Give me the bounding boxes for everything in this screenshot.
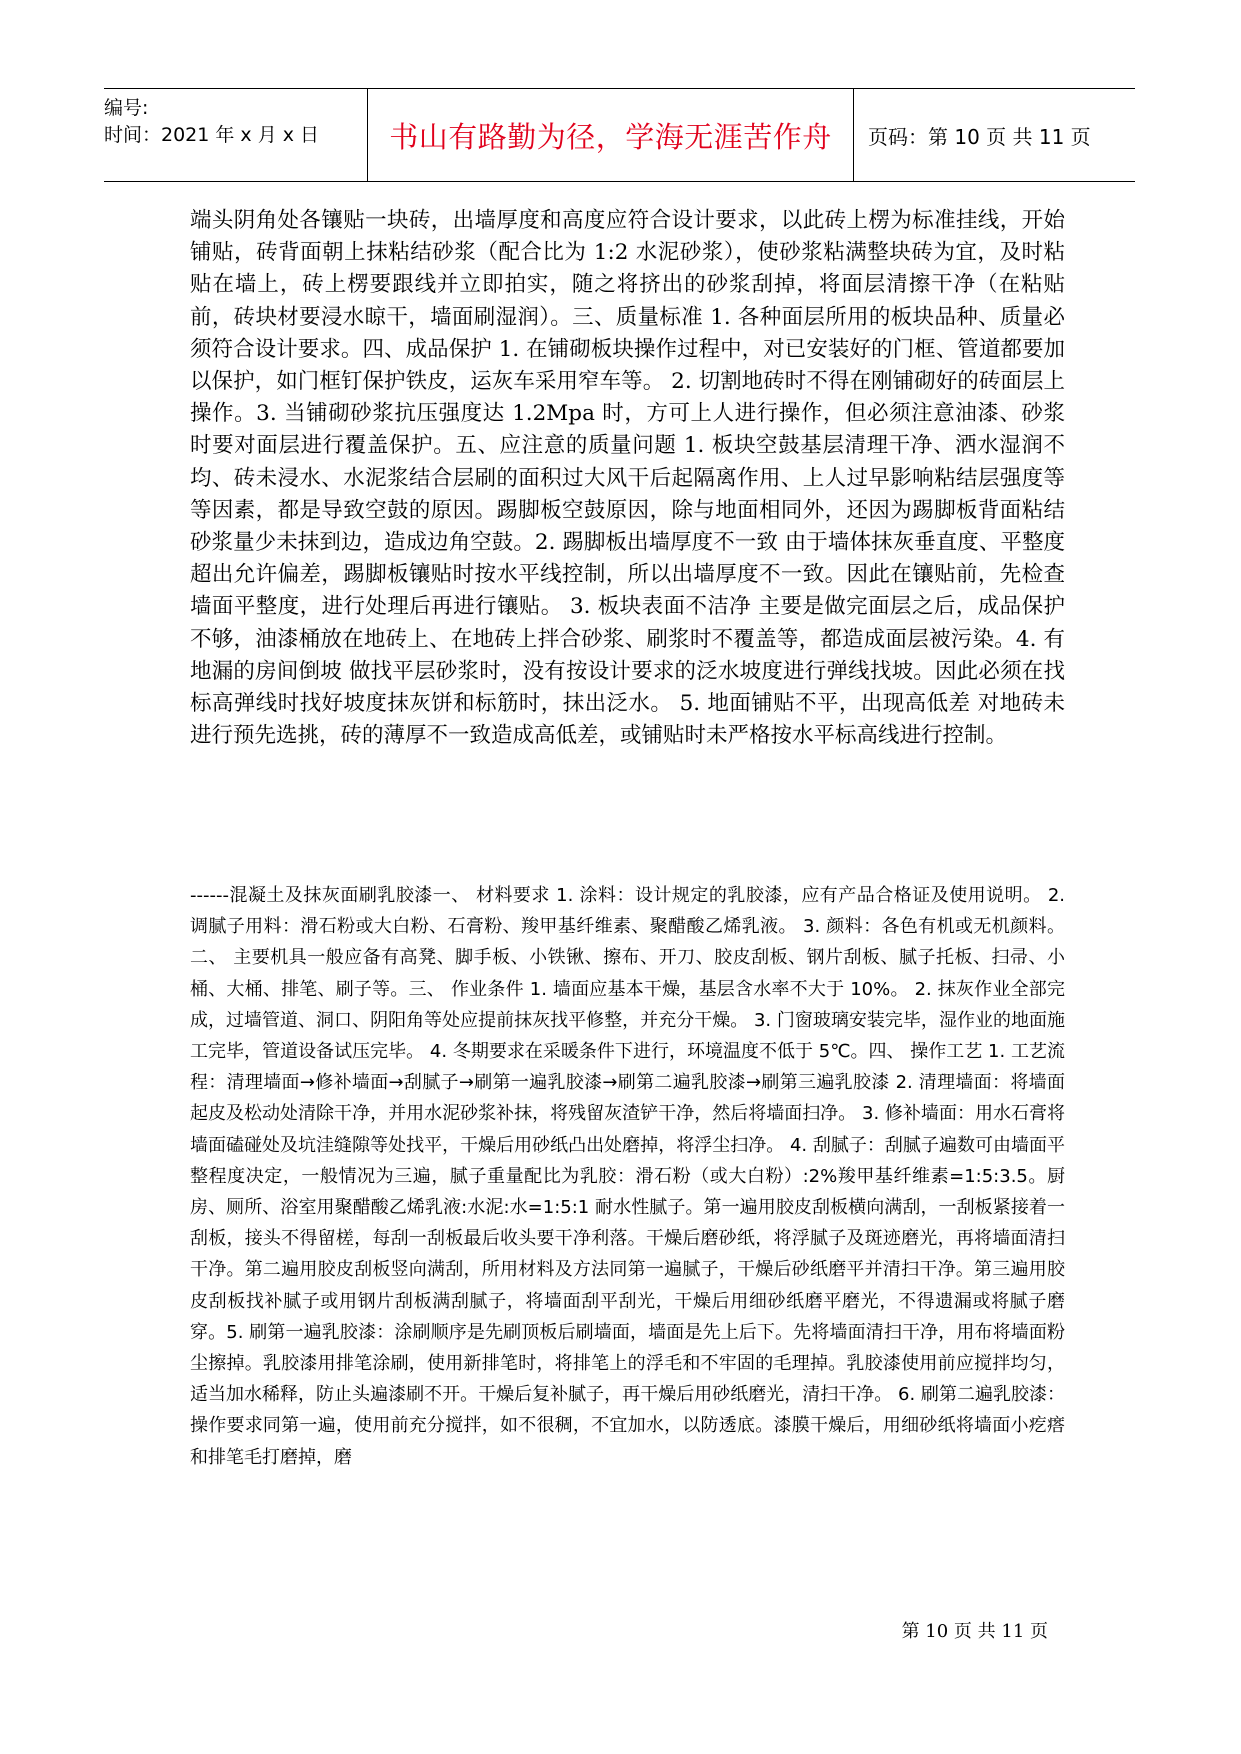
header-motto: 书山有路勤为径，学海无涯苦作舟 [368, 89, 854, 181]
page-header [104, 88, 1135, 182]
body-paragraph: ------混凝土及抹灰面刷乳胶漆一、 材料要求 1. 涂料：设计规定的乳胶漆，应有产品合格证及使用说明。 2. 调腻子用料：滑石粉或大白粉、石膏粉、羧甲基纤维素、聚醋酸乙烯乳液。 3. 颜料：各色有机或无机颜料。二、 主要机具一般应备有高凳、脚手板、小铁锹、擦布、开刀、胶皮刮板、钢片刮板、腻子托板、扫帚、小桶、大桶、排笔、刷子等。三、 作业条件 1. 墙面应基本干燥，基层含水率不大于 10%。 2. 抹灰作业全部完成，过墙管道、洞口、阴阳角等处应提前抹灰找平修整，并充分干燥。 3. 门窗玻璃安装完毕，湿作业的地面施工完毕，管道设备试压完毕。 4. 冬期要求在采暖条件下进行，环境温度不低于 5℃。四、 操作工艺 1. 工艺流程：清理墙面→修补墙面→刮腻子→刷第一遍乳胶漆→刷第二遍乳胶漆→刷第三遍乳胶漆 2. 清理墙面：将墙面起皮及松动处清除干净，并用水泥砂浆补抹，将残留灰渣铲干净，然后将墙面扫净。 3. 修补墙面：用水石膏将墙面磕碰处及坑洼缝隙等处找平，干燥后用砂纸凸出处磨掉，将浮尘扫净。 4. 刮腻子：刮腻子遍数可由墙面平整程度决定，一般情况为三遍，腻子重量配比为乳胶：滑石粉（或大白粉）:2%羧甲基纤维素=1:5:3.5。厨房、厕所、浴室用聚醋酸乙烯乳液:水泥:水=1:5:1 耐水性腻子。第一遍用胶皮刮板横向满刮，一刮板紧接着一刮板，接头不得留槎，每刮一刮板最后收头要干净利落。干燥后磨砂纸，将浮腻子及斑迹磨光，再将墙面清扫干净。第二遍用胶皮刮板竖向满刮，所用材料及方法同第一遍腻子，干燥后砂纸磨平并清扫干净。第三遍用胶皮刮板找补腻子或用钢片刮板满刮腻子，将墙面刮平刮光，干燥后用细砂纸磨平磨光，不得遗漏或将腻子磨穿。5. 刷第一遍乳胶漆：涂刷顺序是先刷顶板后刷墙面，墙面是先上后下。先将墙面清扫干净，用布将墙面粉尘擦掉。乳胶漆用排笔涂刷，使用新排笔时，将排笔上的浮毛和不牢固的毛理掉。乳胶漆使用前应搅拌均匀，适当加水稀释，防止头遍漆刷不开。干燥后复补腻子，再干燥后用砂纸磨光，清扫干净。 6. 刷第二遍乳胶漆：操作要求同第一遍，使用前充分搅拌，如不很稠，不宜加水，以防透底。漆膜干燥后，用细砂纸将墙面小疙瘩和排笔毛打磨掉，磨 [190, 885, 1065, 1468]
body-paragraph: 端头阴角处各镶贴一块砖，出墙厚度和高度应符合设计要求，以此砖上楞为标准挂线，开始铺贴，砖背面朝上抹粘结砂浆（配合比为 1:2 水泥砂浆），使砂浆粘满整块砖为宜，及时粘贴在墙上，砖上楞要跟线并立即拍实，随之将挤出的砂浆刮掉，将面层清擦干净（在粘贴前，砖块材要浸水晾干，墙面刷湿润）。三、质量标准 1. 各种面层所用的板块品种、质量必须符合设计要求。四、成品保护 1. 在铺砌板块操作过程中，对已安装好的门框、管道都要加以保护，如门框钉保护铁皮，运灰车采用窄车等。 2. 切割地砖时不得在刚铺砌好的砖面层上操作。3. 当铺砌砂浆抗压强度达 1.2Mpa 时，方可上人进行操作，但必须注意油漆、砂浆时要对面层进行覆盖保护。五、应注意的质量问题 1. 板块空鼓基层清理干净、洒水湿润不均、砖未浸水、水泥浆结合层刷的面积过大风干后起隔离作用、上人过早影响粘结层强度等等因素，都是导致空鼓的原因。踢脚板空鼓原因，除与地面相同外，还因为踢脚板背面粘结砂浆量少未抹到边，造成边角空鼓。2. 踢脚板出墙厚度不一致 由于墙体抹灰垂直度、平整度超出允许偏差，踢脚板镶贴时按水平线控制，所以出墙厚度不一致。因此在镶贴前，先检查墙面平整度，进行处理后再进行镶贴。 3. 板块表面不洁净 主要是做完面层之后，成品保护不够，油漆桶放在地砖上、在地砖上拌合砂浆、刷浆时不覆盖等，都造成面层被污染。4. 有地漏的房间倒坡 做找平层砂浆时，没有按设计要求的泛水坡度进行弹线找坡。因此必须在找标高弹线时找好坡度抹灰饼和标筋时，抹出泛水。 5. 地面铺贴不平，出现高低差 对地砖未进行预先选挑，砖的薄厚不一致造成高低差，或铺贴时未严格按水平标高线进行控制。 [190, 208, 1065, 749]
code-label: 编号: [104, 97, 149, 119]
page-number: 第 10 页 共 11 页 [901, 1621, 1048, 1642]
time-label: 时间：2021 年 x 月 x 日 [104, 124, 320, 146]
header-page-info: 页码：第 10 页 共 11 页 [868, 124, 1091, 149]
header-info-cell [104, 89, 368, 181]
